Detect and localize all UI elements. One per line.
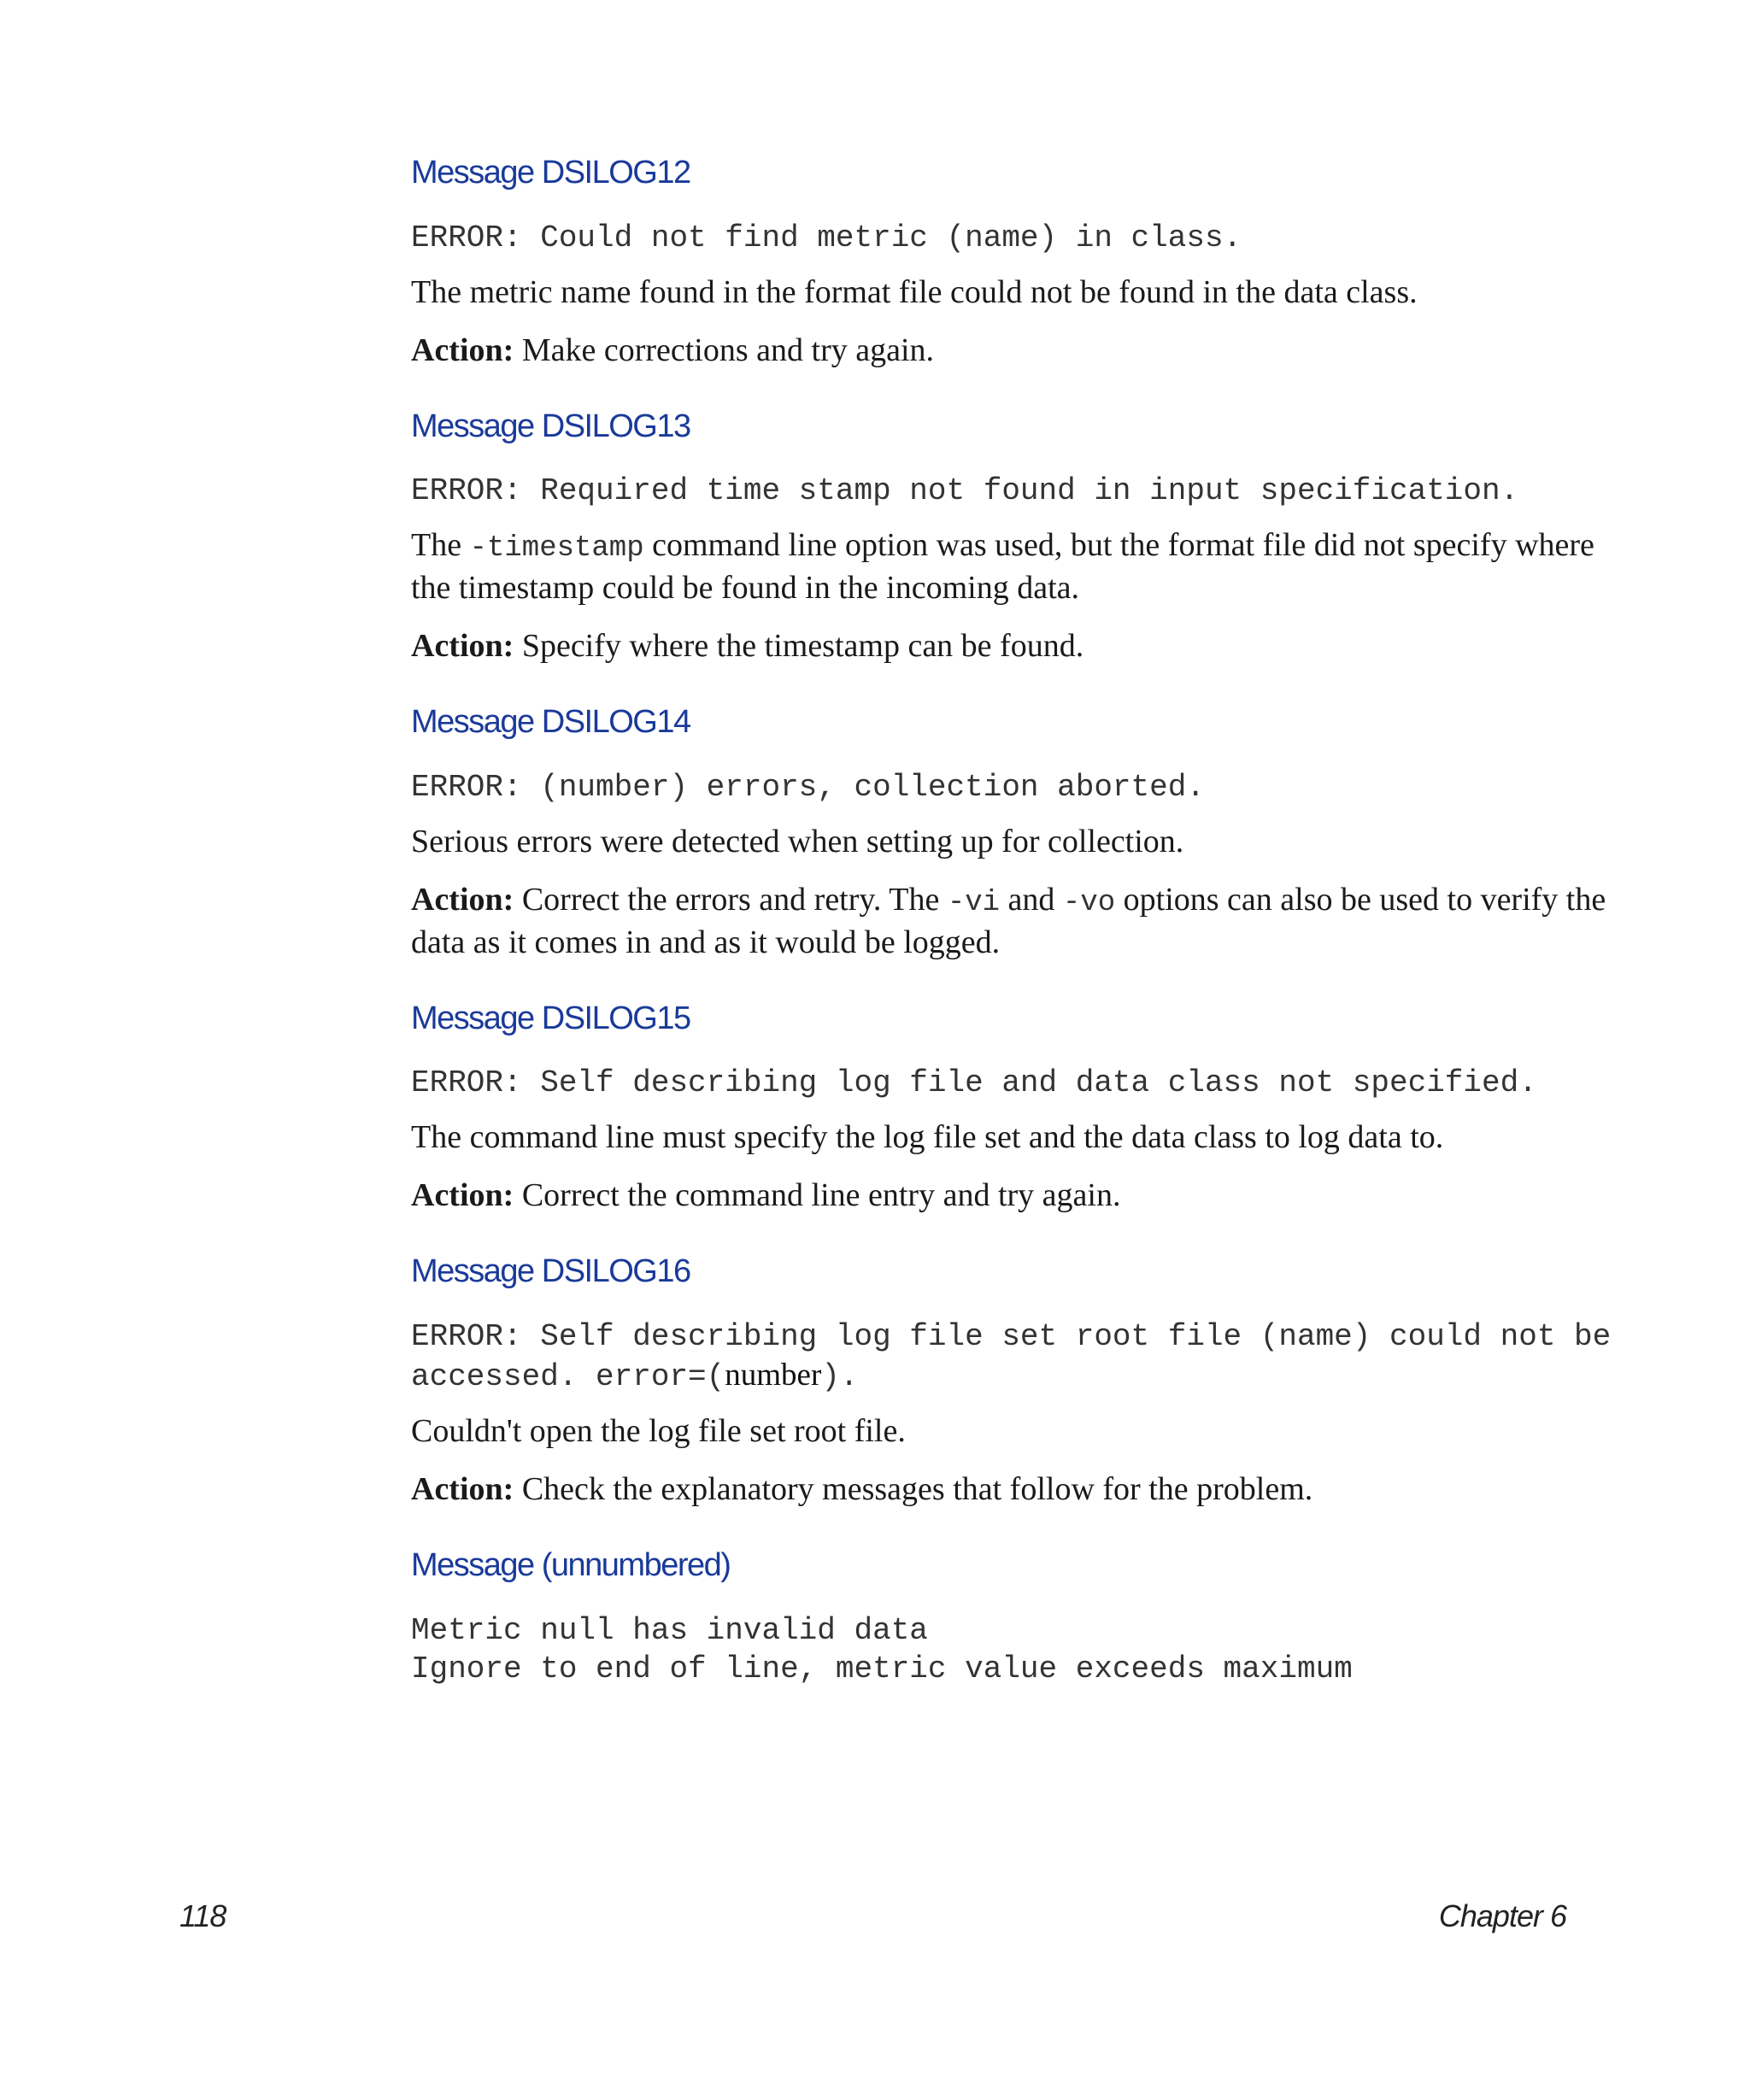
message-description: The metric name found in the format file could not be found in the data class. — [411, 273, 1418, 310]
action-label: Action: — [411, 331, 514, 368]
error-code-text: ). — [821, 1358, 859, 1394]
page-content — [411, 154, 1630, 1726]
error-code: ERROR: Required time stamp not found in input specification. — [411, 473, 1519, 509]
message-section — [411, 703, 1624, 962]
action-paragraph — [411, 626, 1624, 666]
action-text: Correct the command line entry and try again. — [514, 1177, 1121, 1214]
action-text: options can also be used to verify the data as it comes in and as it would be logged. — [411, 881, 1606, 960]
error-code-param: number — [725, 1357, 822, 1393]
action-text: and — [1000, 881, 1063, 918]
message-section — [411, 154, 1624, 370]
message-heading: Message DSILOG13 — [411, 408, 690, 444]
action-text: Check the explanatory messages that follow for the problem. — [514, 1470, 1313, 1507]
message-description — [411, 525, 1624, 607]
message-heading: Message (unnumbered) — [411, 1546, 731, 1583]
action-label: Action: — [411, 881, 514, 918]
code-line: Ignore to end of line, metric value exceeds maximum — [411, 1651, 1353, 1686]
message-heading: Message DSILOG16 — [411, 1253, 690, 1290]
error-code-text: ERROR: Self describing log file set root file (name) could not be accessed. error=( — [411, 1318, 1630, 1394]
message-section — [411, 408, 1624, 666]
chapter-label: Chapter 6 — [1438, 1898, 1566, 1933]
description-text: command line option was used, but the format file did not specify where the timestamp could be found in the incoming data. — [411, 527, 1594, 607]
message-section — [411, 1546, 1624, 1688]
message-heading: Message DSILOG14 — [411, 704, 690, 741]
action-paragraph — [411, 880, 1624, 962]
option-code: -vi — [947, 886, 1001, 919]
action-paragraph — [411, 1469, 1624, 1509]
option-code: -timestamp — [469, 532, 644, 566]
action-text: Make corrections and try again. — [514, 331, 935, 368]
code-line: Metric null has invalid data — [411, 1612, 928, 1648]
message-description: Couldn't open the log file set root file. — [411, 1412, 906, 1449]
action-label: Action: — [411, 1470, 514, 1507]
error-code: ERROR: (number) errors, collection aborted. — [411, 769, 1205, 805]
description-text: The — [411, 527, 470, 564]
message-description: The command line must specify the log file set and the data class to log data to. — [411, 1119, 1444, 1156]
action-label: Action: — [411, 628, 514, 665]
action-paragraph — [411, 331, 1624, 370]
action-text: Correct the errors and retry. The — [514, 881, 948, 918]
error-code — [411, 1317, 1630, 1396]
error-code: ERROR: Could not find metric (name) in class. — [411, 220, 1242, 255]
action-paragraph — [411, 1176, 1624, 1215]
page-number: 118 — [179, 1898, 226, 1933]
message-section — [411, 1000, 1624, 1216]
message-heading: Message DSILOG12 — [411, 155, 690, 191]
action-label: Action: — [411, 1177, 514, 1214]
message-description: Serious errors were detected when setting up for collection. — [411, 823, 1184, 859]
option-code: -vo — [1062, 886, 1116, 919]
message-section — [411, 1252, 1630, 1509]
error-code: ERROR: Self describing log file and data class not specified. — [411, 1065, 1537, 1101]
message-heading: Message DSILOG15 — [411, 1000, 690, 1036]
action-text: Specify where the timestamp can be found. — [514, 628, 1084, 665]
